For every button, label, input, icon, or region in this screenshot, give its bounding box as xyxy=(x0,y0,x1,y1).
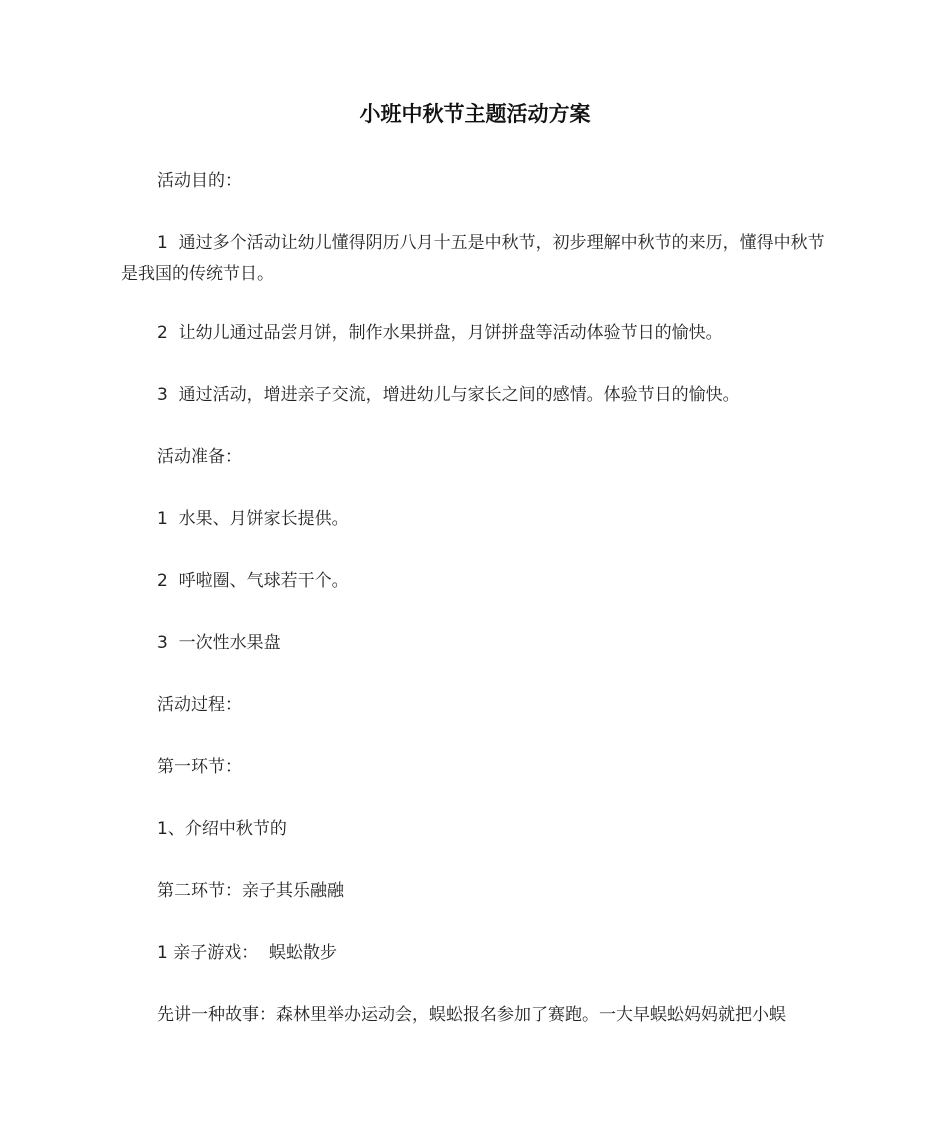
paragraph-prep-2: 2 呼啦圈、气球若干个。 xyxy=(157,571,349,591)
paragraph-goal-1: 1 通过多个活动让幼儿懂得阴历八月十五是中秋节，初步理解中秋节的来历，懂得中秋节是我国的传统节日。 xyxy=(121,233,825,284)
paragraph-game: 1 亲子游戏： 蜈蚣散步 xyxy=(157,943,338,963)
paragraph-prep-heading: 活动准备： xyxy=(157,447,242,467)
paragraph-stage-2: 第二环节：亲子其乐融融 xyxy=(157,881,344,901)
paragraph-story: 先讲一种故事：森林里举办运动会，蜈蚣报名参加了赛跑。一大早蜈蚣妈妈就把小蜈 xyxy=(157,1005,786,1025)
paragraph-goals-heading: 活动目的： xyxy=(157,171,242,191)
paragraph-process-heading: 活动过程： xyxy=(157,695,242,715)
paragraph-prep-3: 3 一次性水果盘 xyxy=(157,633,281,653)
paragraph-stage-1: 第一环节： xyxy=(157,757,242,777)
document-title: 小班中秋节主题活动方案 xyxy=(359,102,591,126)
paragraph-stage-1-item: 1、介绍中秋节的 xyxy=(157,819,287,839)
paragraph-prep-1: 1 水果、月饼家长提供。 xyxy=(157,509,349,529)
paragraph-goal-3: 3 通过活动，增进亲子交流，增进幼儿与家长之间的感情。体验节日的愉快。 xyxy=(157,385,740,405)
paragraph-goal-2: 2 让幼儿通过品尝月饼，制作水果拼盘，月饼拼盘等活动体验节日的愉快。 xyxy=(157,323,723,343)
